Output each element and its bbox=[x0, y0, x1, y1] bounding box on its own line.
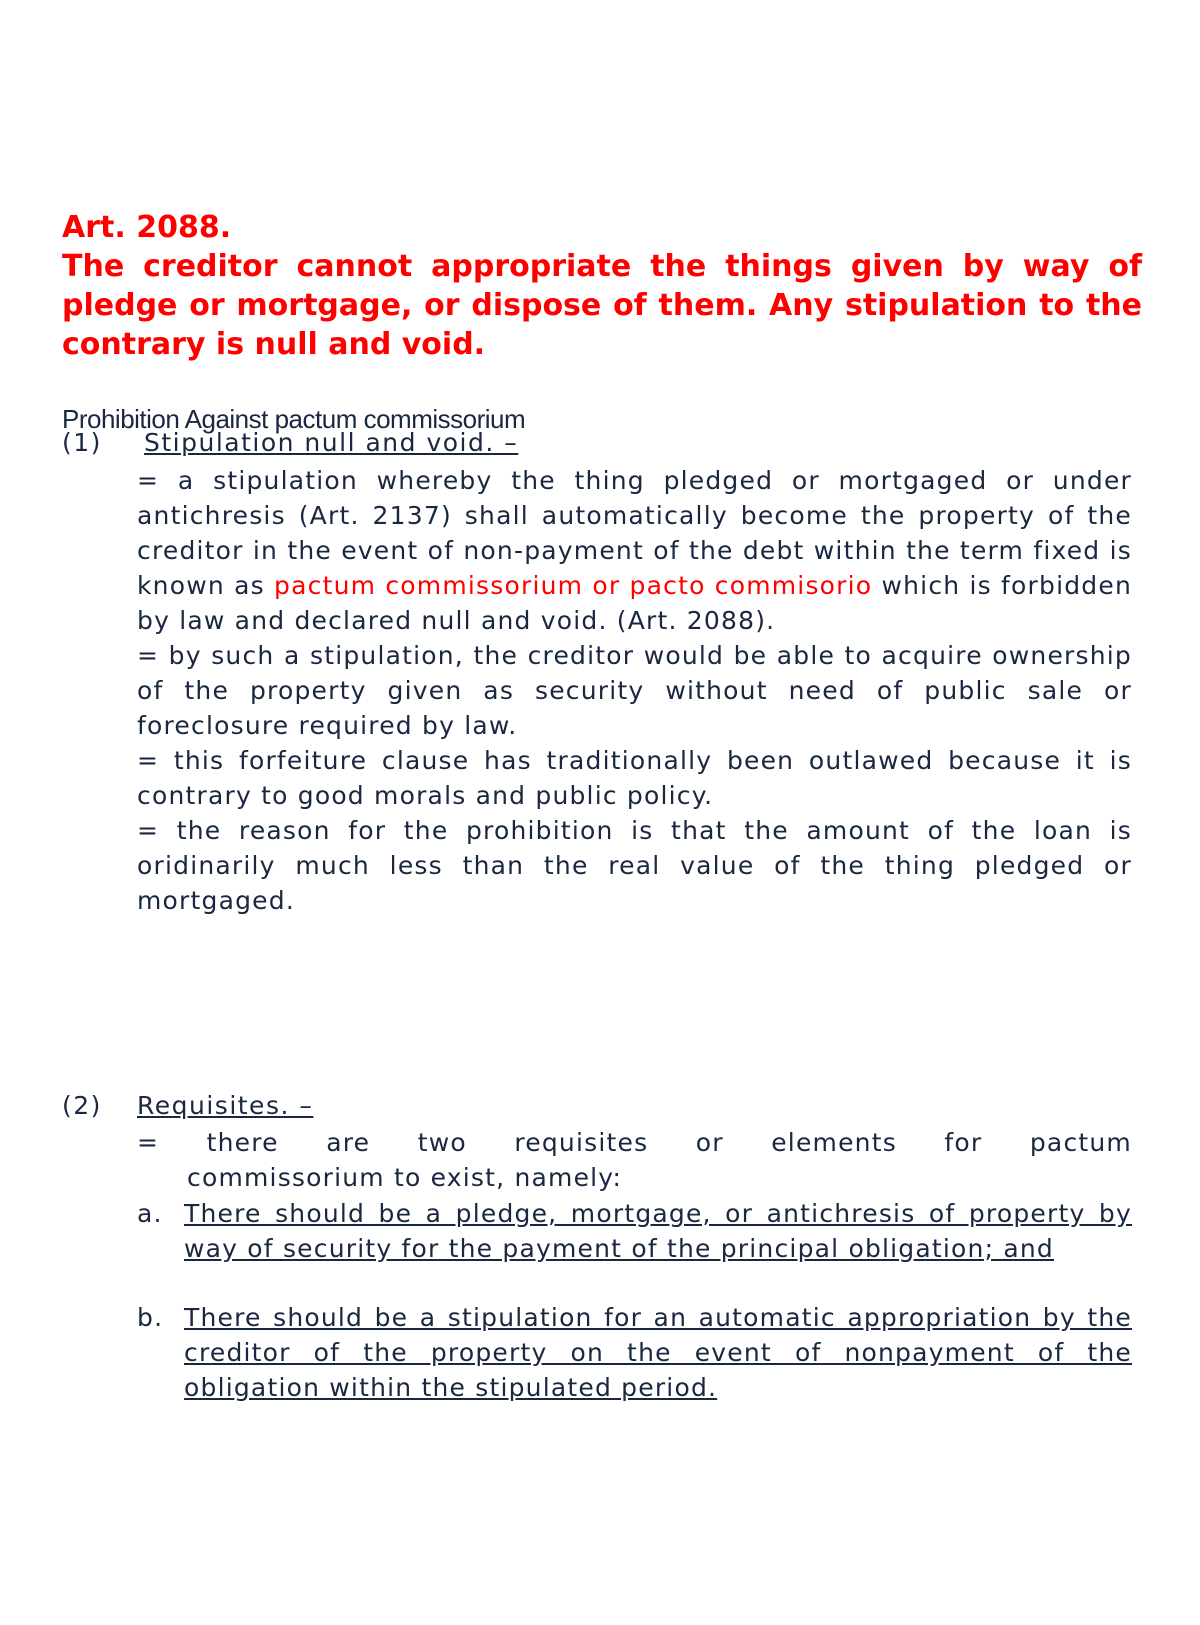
requisite-label: a. bbox=[137, 1199, 163, 1228]
section1-paragraph-1 bbox=[137, 463, 1132, 638]
article-number: Art. 2088. bbox=[62, 210, 232, 245]
requisite-item-a bbox=[137, 1196, 1132, 1266]
requisite-text: There should be a stipulation for an automatic appropriation by the creditor of the property on the event of nonpayment of the obligation within the stipulated period. bbox=[184, 1303, 1132, 1402]
requisites-intro-line-2: commissorium to exist, namely: bbox=[187, 1163, 623, 1192]
section-heading: Prohibition Against pactum commissorium bbox=[62, 404, 526, 434]
pactum-highlight: pactum commissorium or pacto commisorio bbox=[274, 571, 873, 600]
section1-paragraph-2: = by such a stipulation, the creditor would be able to acquire ownership of the property given as security without need of public sale or foreclosure required by law. bbox=[137, 641, 1132, 740]
section1-paragraph-3: = this forfeiture clause has traditionally been outlawed because it is contrary to good morals and public policy. bbox=[137, 746, 1132, 810]
requisites-intro bbox=[137, 1125, 1132, 1195]
section1-title: Stipulation null and void. – bbox=[144, 428, 519, 457]
section2-number: (2) bbox=[62, 1091, 102, 1120]
article-block bbox=[62, 208, 1142, 364]
requisite-text: There should be a pledge, mortgage, or antichresis of property by way of security for the payment of the principal obligation; and bbox=[184, 1199, 1132, 1263]
section1-body bbox=[137, 463, 1132, 918]
paragraph-text: which is forbidden by law and declared null and void. (Art. 2088). bbox=[137, 571, 1132, 635]
section2-title: Requisites. – bbox=[137, 1091, 314, 1120]
paragraph-text: = a stipulation whereby the thing pledged or mortgaged or under antichresis (Art. 2137) shall automatically become the property of the creditor in the event of non-payment of the debt within the term fixed is known as bbox=[137, 466, 1132, 600]
requisite-label: b. bbox=[137, 1303, 164, 1332]
article-text: The creditor cannot appropriate the things given by way of pledge or mortgage, or dispose of them. Any stipulation to the contrary is null and void. bbox=[62, 249, 1142, 362]
section1-paragraph-4: = the reason for the prohibition is that the amount of the loan is oridinarily much less than the real value of the thing pledged or mortgaged. bbox=[137, 816, 1132, 915]
requisite-item-b bbox=[137, 1300, 1132, 1405]
section1-number: (1) bbox=[62, 428, 102, 457]
requisites-intro-line-1: = there are two requisites or elements for pactum bbox=[137, 1128, 1132, 1157]
